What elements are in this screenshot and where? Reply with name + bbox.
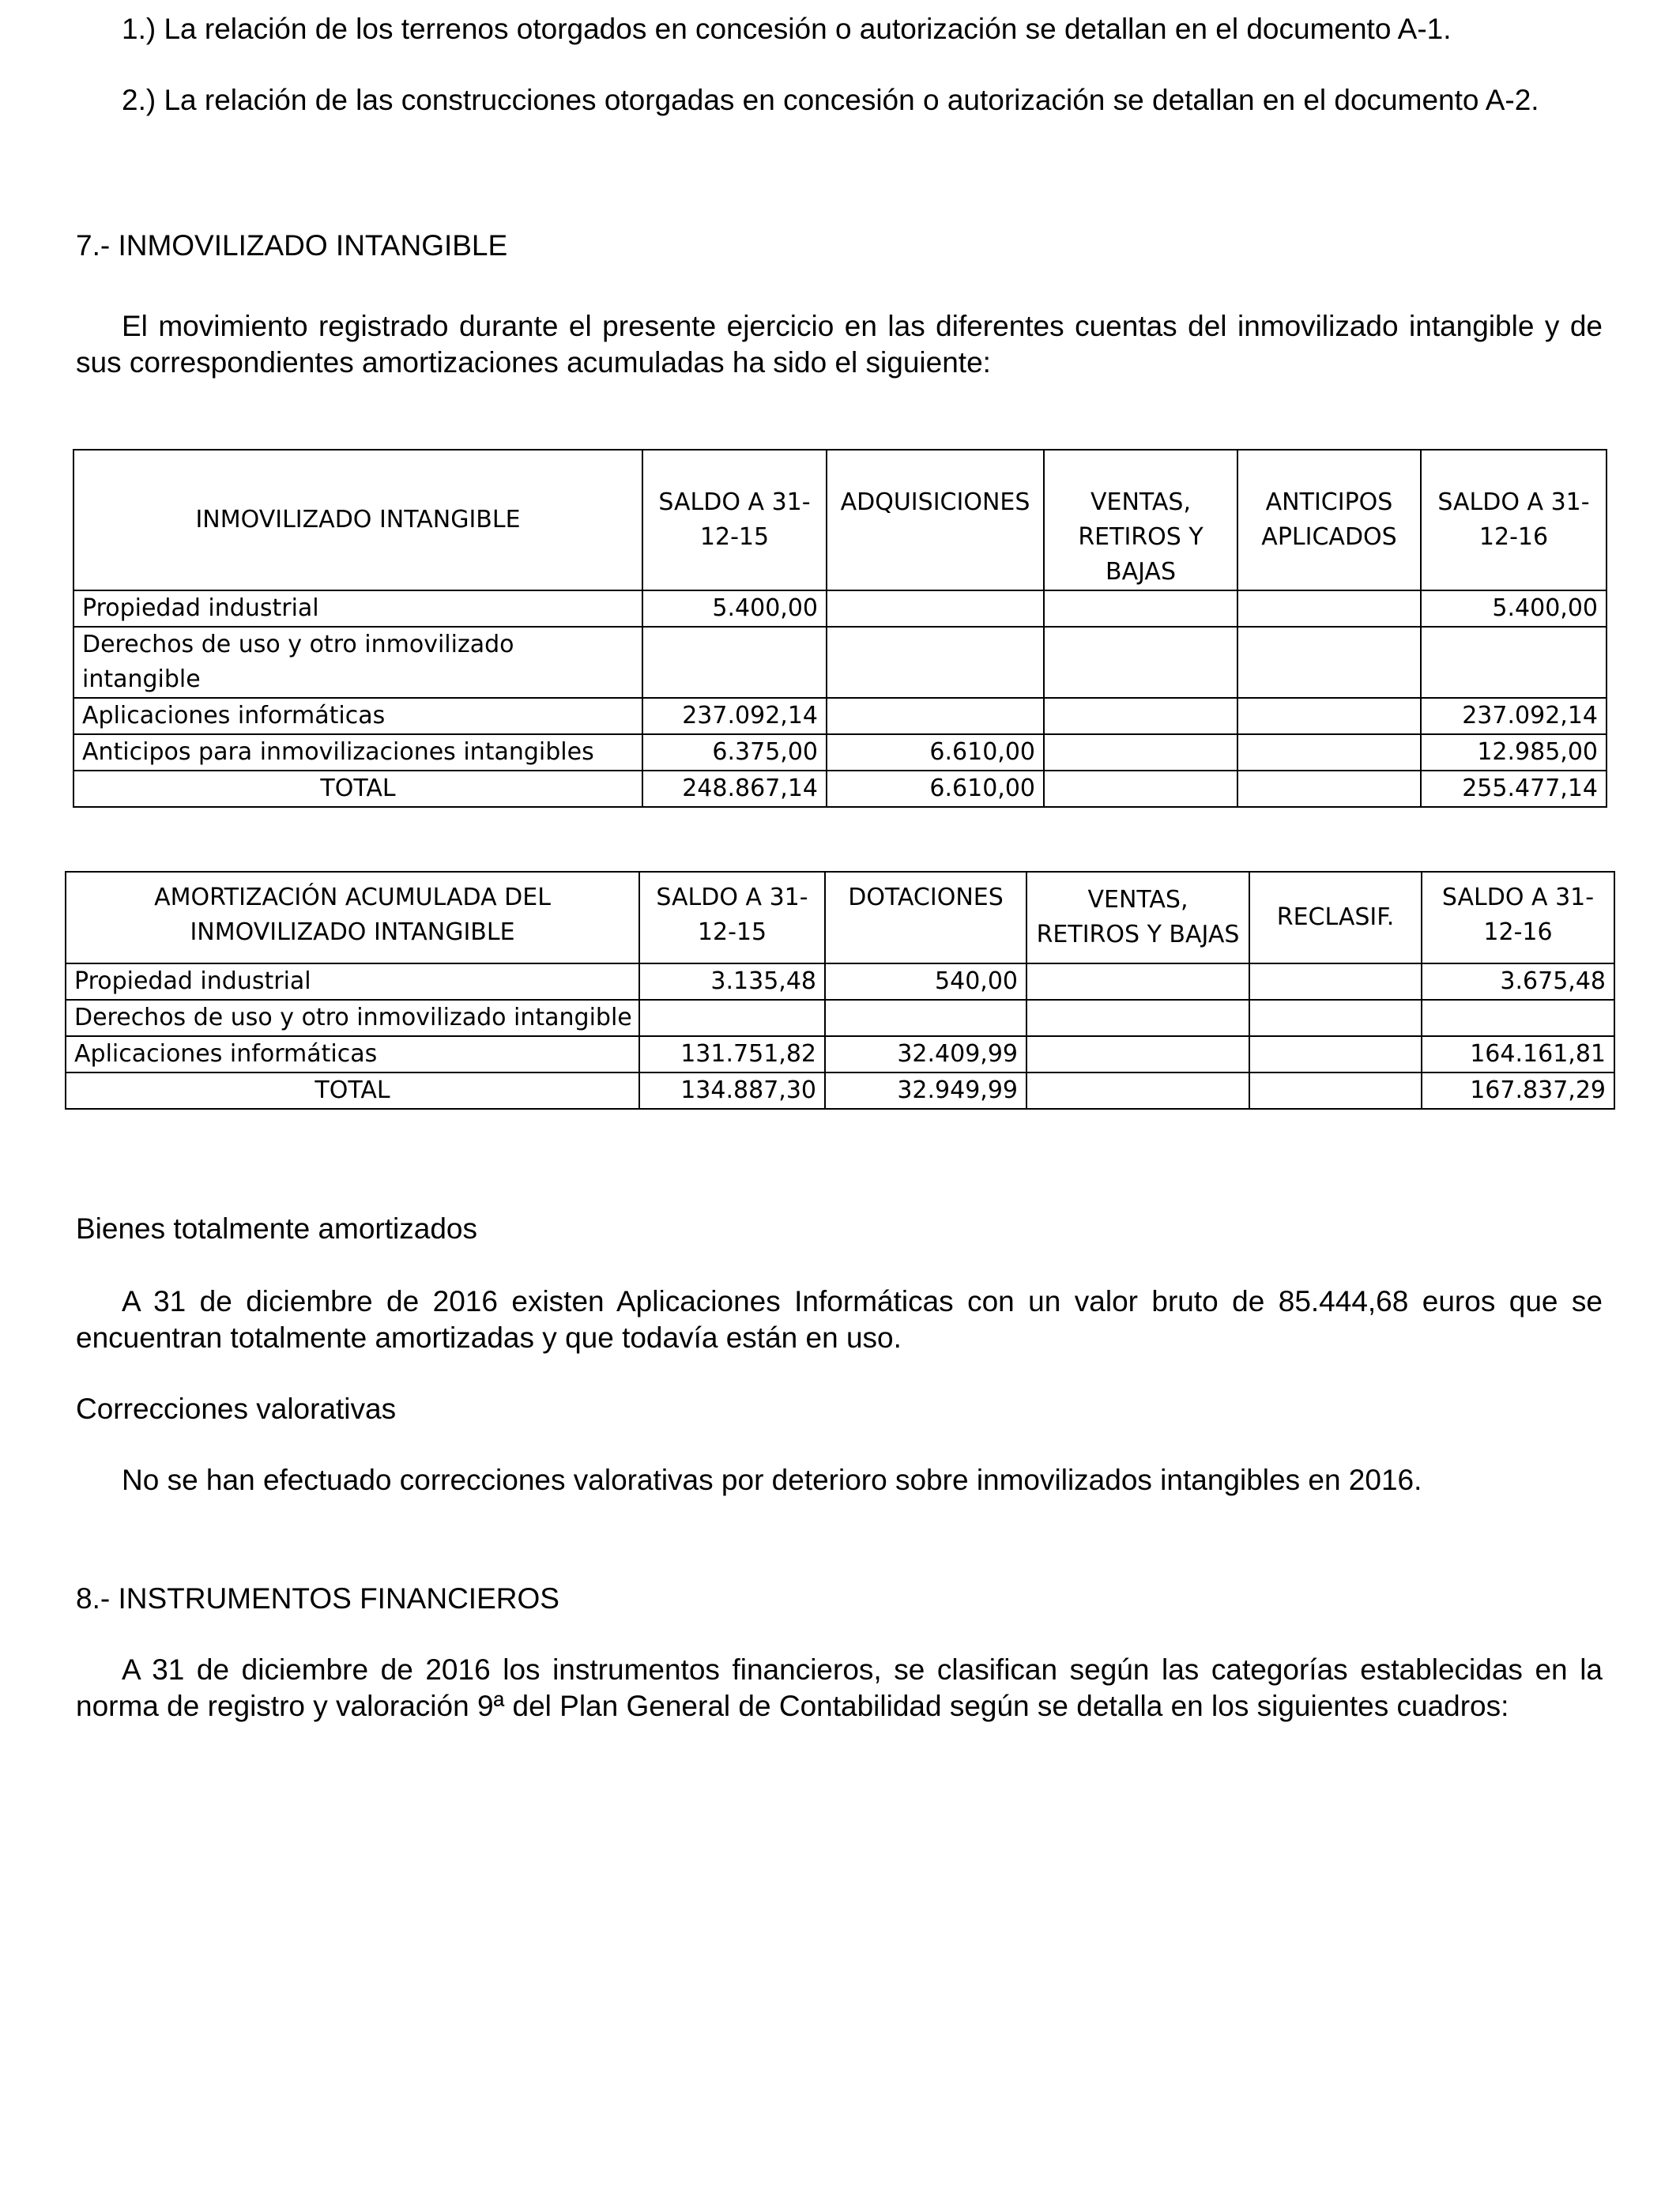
- paragraph-correcciones: No se han efectuado correcciones valorativas por deterioro sobre inmovilizados intangibles en 2016.: [122, 1464, 1422, 1496]
- row-label: Aplicaciones informáticas: [73, 698, 642, 734]
- total-saldo-inicial: 134.887,30: [639, 1072, 825, 1109]
- row-label: Aplicaciones informáticas: [66, 1036, 639, 1072]
- total-anticipos: [1237, 771, 1421, 807]
- cell-adquisiciones: [827, 627, 1044, 698]
- cell-saldo-inicial: [639, 1000, 825, 1036]
- cell-reclasif: [1249, 1000, 1422, 1036]
- table-row: [73, 627, 1607, 698]
- header-saldo-inicial: SALDO A 31-12-15: [639, 872, 825, 963]
- paragraph-instrumentos: A 31 de diciembre de 2016 los instrumentos financieros, se clasifican según las categorías establecidas en la norma de registro y valoración 9ª del Plan General de Contabilidad según se detalla en los siguientes cuadros:: [76, 1653, 1603, 1722]
- intangible-assets-table: [73, 449, 1607, 808]
- table-total-row: [66, 1072, 1614, 1109]
- subheading-correcciones-valorativas: Correcciones valorativas: [76, 1393, 397, 1425]
- total-label: TOTAL: [73, 771, 642, 807]
- section-heading-8: 8.- INSTRUMENTOS FINANCIEROS: [76, 1582, 559, 1615]
- paragraph-terrenos: 1.) La relación de los terrenos otorgados en concesión o autorización se detallan en el documento A-1.: [122, 13, 1452, 45]
- table-row: [66, 963, 1614, 1000]
- total-ventas: [1044, 771, 1237, 807]
- header-saldo-final: SALDO A 31-12-16: [1421, 450, 1607, 590]
- subheading-bienes-amortizados: Bienes totalmente amortizados: [76, 1212, 477, 1245]
- header-adquisiciones: ADQUISICIONES: [827, 450, 1044, 590]
- total-ventas: [1026, 1072, 1249, 1109]
- header-reclasif: RECLASIF.: [1249, 872, 1422, 963]
- total-saldo-final: 255.477,14: [1421, 771, 1607, 807]
- table-row: [73, 590, 1607, 627]
- cell-anticipos: [1237, 590, 1421, 627]
- paragraph-construcciones: 2.) La relación de las construcciones otorgadas en concesión o autorización se detallan en el documento A-2.: [122, 84, 1539, 116]
- row-label: Anticipos para inmovilizaciones intangibles: [73, 734, 642, 771]
- header-amortizacion-acumulada: AMORTIZACIÓN ACUMULADA DEL INMOVILIZADO INTANGIBLE: [66, 872, 639, 963]
- total-dotaciones: 32.949,99: [825, 1072, 1026, 1109]
- cell-saldo-final: [1422, 1000, 1614, 1036]
- row-label: Derechos de uso y otro inmovilizado intangible: [73, 627, 642, 698]
- section-heading-7: 7.- INMOVILIZADO INTANGIBLE: [76, 229, 508, 262]
- cell-saldo-final: 5.400,00: [1421, 590, 1607, 627]
- cell-ventas: [1044, 734, 1237, 771]
- cell-ventas: [1044, 698, 1237, 734]
- header-anticipos-aplicados: ANTICIPOS APLICADOS: [1237, 450, 1421, 590]
- cell-ventas: [1026, 963, 1249, 1000]
- table-row: [73, 698, 1607, 734]
- cell-saldo-inicial: 237.092,14: [642, 698, 827, 734]
- row-label: Derechos de uso y otro inmovilizado intangible: [66, 1000, 639, 1036]
- cell-anticipos: [1237, 734, 1421, 771]
- header-saldo-final: SALDO A 31-12-16: [1422, 872, 1614, 963]
- table-total-row: [73, 771, 1607, 807]
- table-row: [73, 734, 1607, 771]
- paragraph-movimiento: El movimiento registrado durante el presente ejercicio en las diferentes cuentas del inmovilizado intangible y de sus correspondientes amortizaciones acumuladas ha sido el siguiente:: [76, 310, 1603, 379]
- cell-ventas: [1026, 1036, 1249, 1072]
- cell-reclasif: [1249, 1036, 1422, 1072]
- row-label: Propiedad industrial: [66, 963, 639, 1000]
- cell-saldo-inicial: 3.135,48: [639, 963, 825, 1000]
- paragraph-bienes-amortizados: A 31 de diciembre de 2016 existen Aplicaciones Informáticas con un valor bruto de 85.444,68 euros que se encuentran totalmente amortizadas y que todavía están en uso.: [76, 1285, 1603, 1354]
- cell-saldo-inicial: [642, 627, 827, 698]
- cell-anticipos: [1237, 698, 1421, 734]
- cell-ventas: [1044, 627, 1237, 698]
- cell-saldo-final: 237.092,14: [1421, 698, 1607, 734]
- total-saldo-final: 167.837,29: [1422, 1072, 1614, 1109]
- cell-saldo-final: 12.985,00: [1421, 734, 1607, 771]
- cell-dotaciones: 540,00: [825, 963, 1026, 1000]
- cell-ventas: [1026, 1000, 1249, 1036]
- total-saldo-inicial: 248.867,14: [642, 771, 827, 807]
- table-header-row: [66, 872, 1614, 963]
- cell-adquisiciones: [827, 698, 1044, 734]
- cell-saldo-final: 164.161,81: [1422, 1036, 1614, 1072]
- header-dotaciones: DOTACIONES: [825, 872, 1026, 963]
- cell-adquisiciones: 6.610,00: [827, 734, 1044, 771]
- table-row: [66, 1036, 1614, 1072]
- cell-saldo-final: 3.675,48: [1422, 963, 1614, 1000]
- total-adquisiciones: 6.610,00: [827, 771, 1044, 807]
- cell-reclasif: [1249, 963, 1422, 1000]
- table-header-row: [73, 450, 1607, 590]
- row-label: Propiedad industrial: [73, 590, 642, 627]
- table-row: [66, 1000, 1614, 1036]
- cell-saldo-inicial: 6.375,00: [642, 734, 827, 771]
- header-ventas-retiros-bajas: VENTAS, RETIROS Y BAJAS: [1044, 450, 1237, 590]
- cell-ventas: [1044, 590, 1237, 627]
- cell-adquisiciones: [827, 590, 1044, 627]
- cell-dotaciones: 32.409,99: [825, 1036, 1026, 1072]
- cell-anticipos: [1237, 627, 1421, 698]
- total-reclasif: [1249, 1072, 1422, 1109]
- amortization-table: [65, 871, 1615, 1110]
- header-inmovilizado-intangible: INMOVILIZADO INTANGIBLE: [73, 450, 642, 590]
- header-ventas-retiros-bajas: VENTAS, RETIROS Y BAJAS: [1026, 872, 1249, 963]
- cell-saldo-inicial: 131.751,82: [639, 1036, 825, 1072]
- cell-saldo-final: [1421, 627, 1607, 698]
- cell-dotaciones: [825, 1000, 1026, 1036]
- total-label: TOTAL: [66, 1072, 639, 1109]
- cell-saldo-inicial: 5.400,00: [642, 590, 827, 627]
- header-saldo-inicial: SALDO A 31-12-15: [642, 450, 827, 590]
